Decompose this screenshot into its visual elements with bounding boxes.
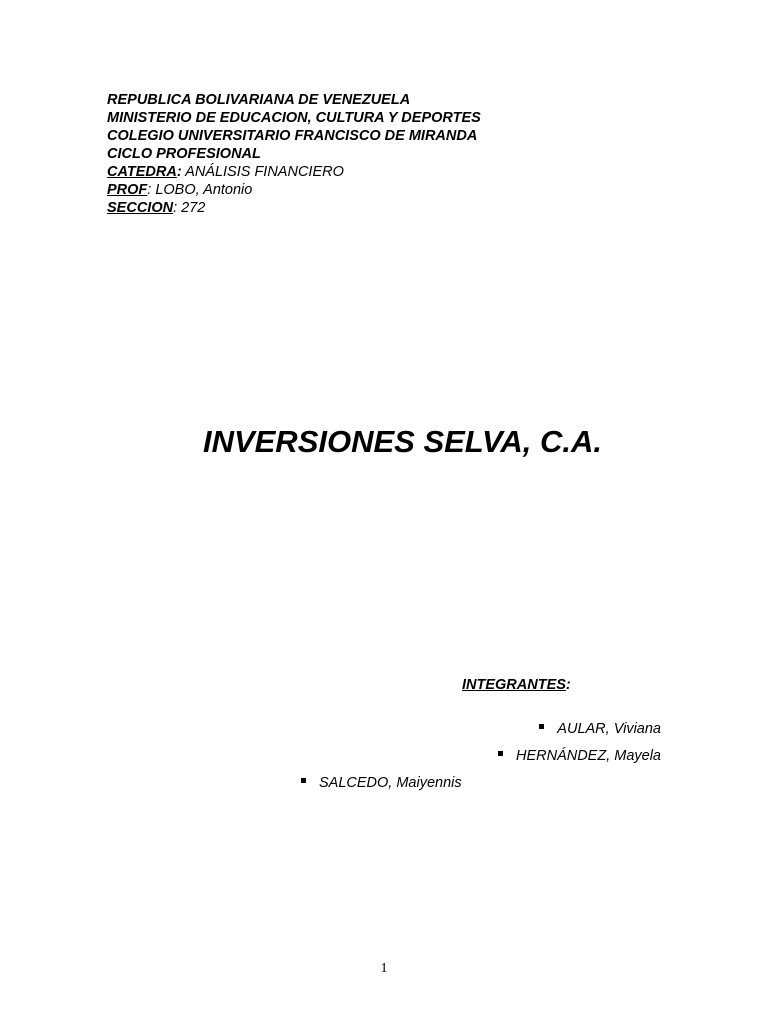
member-item [301,774,462,792]
header-college: COLEGIO UNIVERSITARIO FRANCISCO DE MIRANDA [107,128,478,144]
header-catedra [107,163,481,181]
prof-colon: : [147,182,152,198]
integrantes-colon: : [565,677,571,693]
seccion-label: SECCION [107,200,174,216]
prof-value: LOBO, Antonio [151,182,253,198]
member-name: SALCEDO, Maiyennis [319,775,462,791]
header-seccion [107,199,481,217]
header-cycle: CICLO PROFESIONAL [107,146,261,162]
catedra-colon: : [176,164,182,180]
prof-label: PROF [107,182,148,198]
document-title: INVERSIONES SELVA, C.A. [202,424,603,459]
catedra-label: CATEDRA [107,164,177,180]
header-country: REPUBLICA BOLIVARIANA DE VENEZUELA [107,92,411,108]
bullet-icon [498,751,503,756]
document-header [107,91,481,217]
header-prof [107,181,481,199]
seccion-colon: : [173,200,178,216]
integrantes-label: INTEGRANTES [462,677,566,693]
bullet-icon [301,778,306,783]
member-name: HERNÁNDEZ, Mayela [515,748,661,764]
member-name: AULAR, Viviana [557,721,661,737]
member-item [539,720,661,738]
page-number: 1 [380,961,388,976]
seccion-value: 272 [177,200,206,216]
integrantes-heading [462,676,571,694]
bullet-icon [539,724,544,729]
member-item [498,747,661,765]
header-ministry: MINISTERIO DE EDUCACION, CULTURA Y DEPORTES [107,110,481,126]
catedra-value: ANÁLISIS FINANCIERO [181,164,344,180]
